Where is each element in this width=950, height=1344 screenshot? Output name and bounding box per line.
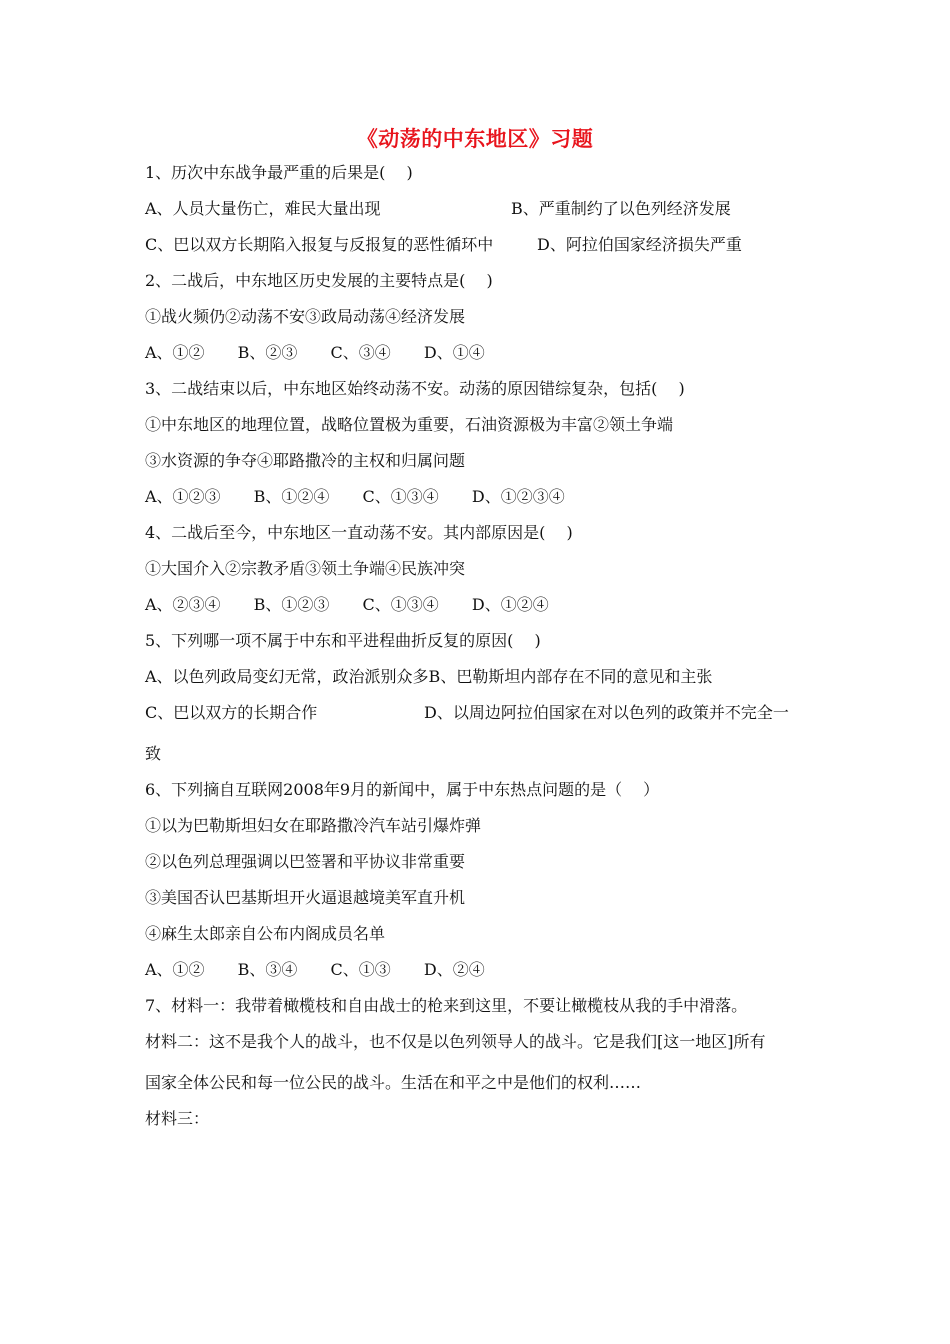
q6-options xyxy=(145,959,485,981)
q6-item-2: ②以色列总理强调以巴签署和平协议非常重要 xyxy=(145,852,466,871)
q6-option-b: B、③④ xyxy=(237,960,298,979)
page-title: 《动荡的中东地区》习题 xyxy=(356,126,594,151)
q6-option-c: C、①③ xyxy=(330,960,391,979)
q5-option-d: D、以周边阿拉伯国家在对以色列的政策并不完全一 xyxy=(424,703,789,722)
q4-option-c: C、①③④ xyxy=(362,595,439,614)
q2-option-a: A、①② xyxy=(145,343,205,362)
q6-option-d: D、②④ xyxy=(423,960,485,979)
q5-option-d-continued: 致 xyxy=(145,744,162,763)
q3-option-c: C、①③④ xyxy=(362,487,439,506)
q1-option-b: B、严重制约了以色列经济发展 xyxy=(511,199,731,218)
q3-option-d: D、①②③④ xyxy=(471,487,565,506)
q5-option-c: C、巴以双方的长期合作 xyxy=(145,703,318,722)
q7-material-1: 7、材料一：我带着橄榄枝和自由战士的枪来到这里，不要让橄榄枝从我的手中滑落。 xyxy=(145,996,748,1015)
q4-stem: 4、二战后至今，中东地区一直动荡不安。其内部原因是( ) xyxy=(145,523,573,542)
q3-option-b: B、①②④ xyxy=(253,487,330,506)
q7-material-3: 材料三： xyxy=(145,1109,210,1128)
q1-option-a: A、人员大量伤亡，难民大量出现 xyxy=(145,199,381,218)
q4-options xyxy=(145,594,549,616)
q1-option-d: D、阿拉伯国家经济损失严重 xyxy=(537,235,742,254)
q6-item-4: ④麻生太郎亲自公布内阁成员名单 xyxy=(145,924,386,943)
q5-options-ab: A、以色列政局变幻无常，政治派别众多B、巴勒斯坦内部存在不同的意见和主张 xyxy=(145,667,713,686)
q3-option-a: A、①②③ xyxy=(145,487,221,506)
q4-option-a: A、②③④ xyxy=(145,595,221,614)
q2-items: ①战火频仍②动荡不安③政局动荡④经济发展 xyxy=(145,307,466,326)
q2-stem: 2、二战后，中东地区历史发展的主要特点是( ) xyxy=(145,271,493,290)
q5-stem: 5、下列哪一项不属于中东和平进程曲折反复的原因( ) xyxy=(145,631,541,650)
q2-options xyxy=(145,342,485,364)
q2-option-b: B、②③ xyxy=(237,343,298,362)
q4-option-d: D、①②④ xyxy=(471,595,549,614)
q2-option-c: C、③④ xyxy=(330,343,391,362)
q1-stem: 1、历次中东战争最严重的后果是( ) xyxy=(145,163,413,182)
q3-items-2: ③水资源的争夺④耶路撒冷的主权和归属问题 xyxy=(145,451,466,470)
q6-stem: 6、下列摘自互联网2008年9月的新闻中，属于中东热点问题的是（ ） xyxy=(145,780,660,799)
q7-material-2-line-2: 国家全体公民和每一位公民的战斗。生活在和平之中是他们的权利…… xyxy=(145,1073,642,1092)
q3-options xyxy=(145,486,565,508)
q3-stem: 3、二战结束以后，中东地区始终动荡不安。动荡的原因错综复杂，包括( ) xyxy=(145,379,685,398)
q7-material-2-line-1: 材料二：这不是我个人的战斗，也不仅是以色列领导人的战斗。它是我们[这一地区]所有 xyxy=(145,1032,766,1051)
q2-option-d: D、①④ xyxy=(423,343,485,362)
q3-items-1: ①中东地区的地理位置，战略位置极为重要，石油资源极为丰富②领土争端 xyxy=(145,415,674,434)
q4-items: ①大国介入②宗教矛盾③领土争端④民族冲突 xyxy=(145,559,466,578)
q1-option-c: C、巴以双方长期陷入报复与反报复的恶性循环中 xyxy=(145,235,494,254)
q4-option-b: B、①②③ xyxy=(253,595,330,614)
q6-item-3: ③美国否认巴基斯坦开火逼退越境美军直升机 xyxy=(145,888,466,907)
q6-item-1: ①以为巴勒斯坦妇女在耶路撒冷汽车站引爆炸弹 xyxy=(145,816,482,835)
q6-option-a: A、①② xyxy=(145,960,205,979)
